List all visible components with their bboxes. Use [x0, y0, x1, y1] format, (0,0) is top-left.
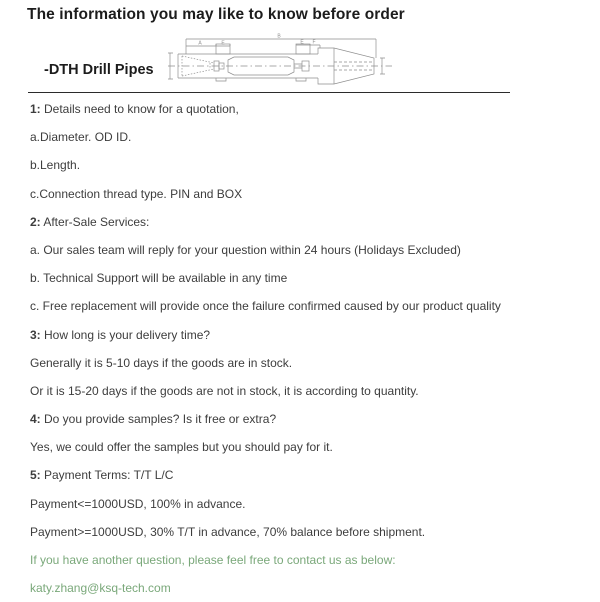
- info-line-length: [30, 151, 596, 179]
- info-line-payment-terms: [30, 461, 596, 489]
- info-line-samples: [30, 405, 596, 433]
- line-text: How long is your delivery time?: [40, 327, 211, 342]
- drawing-label-f: F: [312, 39, 316, 46]
- contact-email: [30, 574, 596, 602]
- product-label: -DTH Drill Pipes: [44, 62, 154, 78]
- drawing-label-b: B: [277, 33, 281, 40]
- info-list: [30, 95, 596, 602]
- info-line-payment-gte: [30, 518, 596, 546]
- drawing-label-e-left: E: [221, 40, 225, 47]
- line-text: a. Our sales team will reply for your question within 24 hours (Holidays Excluded): [30, 242, 461, 257]
- line-text: katy.zhang@ksq-tech.com: [30, 581, 171, 596]
- info-line-samples-pay: [30, 433, 596, 461]
- info-line-in-stock: [30, 349, 596, 377]
- line-number: 3:: [30, 327, 41, 342]
- line-text: Payment>=1000USD, 30% T/T in advance, 70% balance before shipment.: [30, 524, 426, 539]
- contact-note: [30, 546, 596, 574]
- info-line-reply-24h: [30, 236, 596, 264]
- line-text: Do you provide samples? Is it free or extra?: [40, 412, 277, 427]
- line-text: b.Length.: [30, 158, 81, 173]
- info-line-not-in-stock: [30, 377, 596, 405]
- line-text: Payment<=1000USD, 100% in advance.: [30, 496, 246, 511]
- drawing-flat-box-right: [296, 44, 310, 54]
- line-text: If you have another question, please feel free to contact us as below:: [30, 553, 396, 567]
- line-text: c. Free replacement will provide once the failure confirmed caused by our product quality: [30, 299, 501, 314]
- drawing-bottom-tabs: [216, 78, 306, 81]
- drawing-dim-b: [186, 39, 376, 58]
- info-line-payment-lte: [30, 490, 596, 518]
- info-line-diameter: [30, 123, 596, 151]
- line-text: Yes, we could offer the samples but you should pay for it.: [30, 440, 333, 455]
- line-text: After-Sale Services:: [40, 214, 150, 229]
- info-line-replacement: [30, 292, 596, 320]
- line-number: 2:: [30, 214, 41, 229]
- divider-line: [28, 92, 510, 93]
- info-line-tech-support: [30, 264, 596, 292]
- drawing-label-a: A: [198, 40, 202, 47]
- drill-pipe-technical-drawing: [166, 32, 396, 90]
- info-line-thread-type: [30, 180, 596, 208]
- line-text: Or it is 15-20 days if the goods are not in stock, it is according to quantity.: [30, 383, 419, 398]
- line-number: 5:: [30, 468, 41, 483]
- line-text: Details need to know for a quotation,: [40, 102, 239, 116]
- line-text: Generally it is 5-10 days if the goods are in stock.: [30, 355, 293, 370]
- info-line-after-sale: [30, 208, 596, 236]
- line-text: Payment Terms: T/T L/C: [40, 468, 174, 483]
- line-text: b. Technical Support will be available in any time: [30, 271, 288, 286]
- line-number: 4:: [30, 412, 41, 427]
- page-title: The information you may like to know before order: [27, 6, 405, 23]
- line-text: c.Connection thread type. PIN and BOX: [30, 186, 243, 201]
- line-text: a.Diameter. OD ID.: [30, 130, 132, 145]
- info-line-delivery: [30, 321, 596, 349]
- line-number: 1:: [30, 102, 41, 116]
- info-line-quotation: [30, 95, 596, 123]
- drawing-label-e-right: E: [300, 39, 304, 46]
